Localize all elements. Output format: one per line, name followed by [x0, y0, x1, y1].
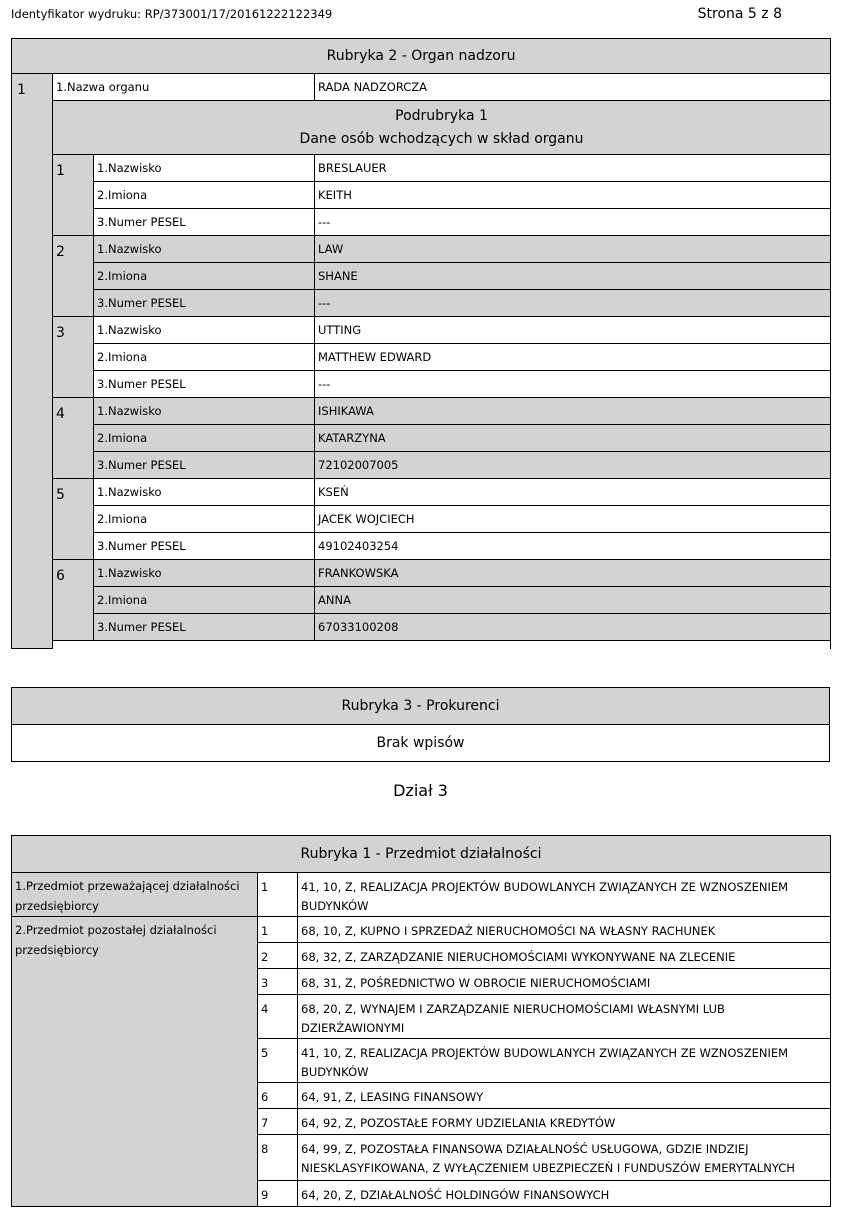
subrubric-description: Dane osób wchodzących w skład organu [299, 131, 584, 147]
person-field-label: 1.Nazwisko [94, 155, 315, 182]
person-number: 2 [53, 236, 94, 317]
activity-description: 68, 20, Z, WYNAJEM I ZARZĄDZANIE NIERUCHOMOŚCIAMI WŁASNYMI LUB DZIERŻAWIONYMI [298, 995, 831, 1039]
activity-description: 41, 10, Z, REALIZACJA PROJEKTÓW BUDOWLANYCH ZWIĄZANYCH ZE WZNOSZENIEM BUDYNKÓW [298, 1039, 831, 1083]
activity-description: 64, 99, Z, POZOSTAŁA FINANSOWA DZIAŁALNOŚĆ USŁUGOWA, GDZIE INDZIEJ NIESKLASYFIKOWANA, Z WYŁĄCZENIEM UBEZPIECZEŃ I FUNDUSZÓW EMERYTALNYCH [298, 1135, 831, 1181]
print-identifier: Identyfikator wydruku: RP/373001/17/20161222122349 [11, 7, 333, 21]
rubryka2-title: Rubryka 2 - Organ nadzoru [12, 39, 831, 74]
person-field-row [12, 155, 831, 182]
rubryka3-table [11, 687, 830, 762]
person-field-label: 3.Numer PESEL [94, 209, 315, 236]
activity-description: 68, 32, Z, ZARZĄDZANIE NIERUCHOMOŚCIAMI WYKONYWANE NA ZLECENIE [298, 943, 831, 969]
person-field-row [12, 263, 831, 290]
person-number: 3 [53, 317, 94, 398]
activity-description: 41, 10, Z, REALIZACJA PROJEKTÓW BUDOWLANYCH ZWIĄZANYCH ZE WZNOSZENIEM BUDYNKÓW [298, 873, 831, 917]
rubryka2-table [11, 38, 831, 649]
page-number: Strona 5 z 8 [697, 6, 782, 22]
person-field-row [12, 506, 831, 533]
person-number: 1 [53, 155, 94, 236]
activity-number: 4 [258, 995, 298, 1039]
activity-row [12, 873, 831, 917]
person-number: 4 [53, 398, 94, 479]
person-field-label: 3.Numer PESEL [94, 533, 315, 560]
activity-description: 64, 91, Z, LEASING FINANSOWY [298, 1083, 831, 1109]
person-field-label: 1.Nazwisko [94, 479, 315, 506]
person-number: 6 [53, 560, 94, 641]
person-field-value: MATTHEW EDWARD [315, 344, 831, 371]
person-field-label: 2.Imiona [94, 182, 315, 209]
activity-description: 68, 10, Z, KUPNO I SPRZEDAŻ NIERUCHOMOŚCI NA WŁASNY RACHUNEK [298, 917, 831, 943]
person-field-value: --- [315, 371, 831, 398]
person-field-label: 2.Imiona [94, 344, 315, 371]
person-field-row [12, 398, 831, 425]
activity-number: 9 [258, 1181, 298, 1207]
person-number: 5 [53, 479, 94, 560]
person-field-value: FRANKOWSKA [315, 560, 831, 587]
activity-number: 3 [258, 969, 298, 995]
person-field-label: 1.Nazwisko [94, 398, 315, 425]
person-field-value: UTTING [315, 317, 831, 344]
person-field-value: 67033100208 [315, 614, 831, 641]
person-field-row [12, 587, 831, 614]
person-field-label: 1.Nazwisko [94, 317, 315, 344]
person-field-value: ANNA [315, 587, 831, 614]
person-field-label: 1.Nazwisko [94, 236, 315, 263]
person-field-row [12, 452, 831, 479]
activity-description: 64, 20, Z, DZIAŁALNOŚĆ HOLDINGÓW FINANSOWYCH [298, 1181, 831, 1207]
activity-number: 1 [258, 873, 298, 917]
subheading-row [12, 101, 831, 155]
rubryka3-title: Rubryka 3 - Prokurenci [12, 688, 830, 725]
person-field-value: 72102007005 [315, 452, 831, 479]
person-field-row [12, 317, 831, 344]
dzial3-rubryka1-title: Rubryka 1 - Przedmiot działalności [12, 836, 831, 873]
person-field-value: JACEK WOJCIECH [315, 506, 831, 533]
tail-cell [53, 641, 831, 649]
person-field-row [12, 560, 831, 587]
person-field-row [12, 182, 831, 209]
person-field-label: 3.Numer PESEL [94, 290, 315, 317]
tail-row [12, 641, 831, 649]
person-field-value: KSEŃ [315, 479, 831, 506]
person-field-value: 49102403254 [315, 533, 831, 560]
organ-row [12, 74, 831, 101]
person-field-value: LAW [315, 236, 831, 263]
person-field-label: 2.Imiona [94, 263, 315, 290]
entry-number: 1 [12, 74, 53, 649]
dzial3-body [12, 873, 831, 1207]
person-field-row [12, 614, 831, 641]
subrubric-heading [53, 101, 831, 155]
person-field-label: 3.Numer PESEL [94, 452, 315, 479]
person-field-label: 2.Imiona [94, 587, 315, 614]
person-field-label: 2.Imiona [94, 506, 315, 533]
dzial3-heading: Dział 3 [393, 781, 448, 800]
rubryka3-value: Brak wpisów [12, 725, 830, 762]
rubryka2-body [12, 74, 831, 649]
activity-number: 5 [258, 1039, 298, 1083]
person-field-label: 2.Imiona [94, 425, 315, 452]
person-field-row [12, 425, 831, 452]
dzial3-table [11, 835, 831, 1207]
subrubric-title: Podrubryka 1 [395, 108, 488, 124]
activity-number: 8 [258, 1135, 298, 1181]
person-field-row [12, 290, 831, 317]
person-field-value: --- [315, 209, 831, 236]
activity-number: 1 [258, 917, 298, 943]
other-activity-label: 2.Przedmiot pozostałej działalności przedsiębiorcy [12, 917, 258, 1207]
person-field-value: KEITH [315, 182, 831, 209]
page-header [11, 7, 830, 25]
person-field-row [12, 371, 831, 398]
person-field-row [12, 479, 831, 506]
person-field-row [12, 533, 831, 560]
person-field-label: 1.Nazwisko [94, 560, 315, 587]
activity-description: 68, 31, Z, POŚREDNICTWO W OBROCIE NIERUCHOMOŚCIAMI [298, 969, 831, 995]
person-field-row [12, 236, 831, 263]
person-field-value: KATARZYNA [315, 425, 831, 452]
person-field-value: ISHIKAWA [315, 398, 831, 425]
person-field-value: --- [315, 290, 831, 317]
activity-number: 6 [258, 1083, 298, 1109]
person-field-value: BRESLAUER [315, 155, 831, 182]
organ-value: RADA NADZORCZA [315, 74, 831, 101]
main-activity-label: 1.Przedmiot przeważającej działalności przedsiębiorcy [12, 873, 258, 917]
organ-label: 1.Nazwa organu [53, 74, 315, 101]
activity-description: 64, 92, Z, POZOSTAŁE FORMY UDZIELANIA KREDYTÓW [298, 1109, 831, 1135]
person-field-row [12, 209, 831, 236]
person-field-row [12, 344, 831, 371]
activity-row [12, 917, 831, 943]
activity-number: 2 [258, 943, 298, 969]
person-field-label: 3.Numer PESEL [94, 614, 315, 641]
activity-number: 7 [258, 1109, 298, 1135]
person-field-value: SHANE [315, 263, 831, 290]
person-field-label: 3.Numer PESEL [94, 371, 315, 398]
